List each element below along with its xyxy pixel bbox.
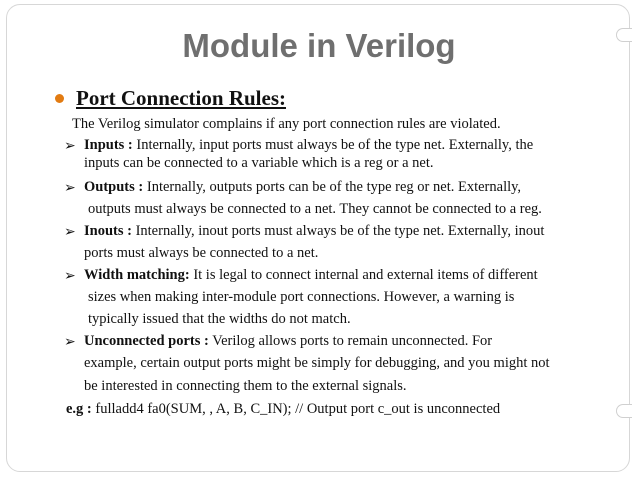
heading-row	[55, 86, 286, 111]
intro-text: The Verilog simulator complains if any port connection rules are violated.	[72, 116, 501, 132]
arrow-bullet-icon: ➢	[64, 180, 76, 196]
item-outputs-line-1: Outputs : Internally, outputs ports can be of the type reg or net. Externally,	[84, 179, 522, 195]
item-width-line-3: typically issued that the widths do not match.	[88, 311, 351, 327]
item-inputs-line-2: inputs can be connected to a variable which is a reg or a net.	[84, 155, 434, 171]
example-line	[66, 401, 500, 418]
item-unconnected-line-3: be interested in connecting them to the external signals.	[84, 378, 407, 394]
arrow-bullet-icon: ➢	[64, 268, 76, 284]
item-inouts-line-2: ports must always be connected to a net.	[84, 245, 319, 261]
item-unconnected-line-2: example, certain output ports might be simply for debugging, and you might not	[84, 355, 550, 371]
item-inouts-line-1: Inouts : Internally, inout ports must always be of the type net. Externally, inout	[84, 223, 545, 239]
item-width-line-2: sizes when making inter-module port connections. However, a warning is	[88, 289, 515, 305]
slide-title: Module in Verilog	[182, 27, 456, 64]
example-code: fulladd4 fa0(SUM, , A, B, C_IN); // Output port c_out is unconnected	[95, 401, 501, 417]
orange-bullet-icon	[55, 94, 64, 103]
item-inouts-label: Inouts :	[84, 223, 132, 239]
example-label: e.g :	[66, 401, 92, 417]
arrow-bullet-icon: ➢	[64, 138, 76, 154]
arrow-bullet-icon: ➢	[64, 224, 76, 240]
item-outputs-line-2: outputs must always be connected to a net. They cannot be connected to a reg.	[88, 201, 542, 217]
item-unconnected-label: Unconnected ports :	[84, 333, 209, 349]
slide-tab-marker-bottom	[616, 404, 632, 418]
item-width-label: Width matching:	[84, 267, 190, 283]
arrow-bullet-icon: ➢	[64, 334, 76, 350]
item-unconnected-line-1: Unconnected ports : Verilog allows ports to remain unconnected. For	[84, 333, 493, 349]
item-width-line-1: Width matching: It is legal to connect internal and external items of different	[84, 267, 538, 283]
item-inputs-line-1: Inputs : Internally, input ports must always be of the type net. Externally, the	[84, 137, 534, 153]
section-heading: Port Connection Rules:	[76, 86, 286, 110]
item-inputs-label: Inputs :	[84, 137, 133, 153]
item-outputs-label: Outputs :	[84, 179, 144, 195]
